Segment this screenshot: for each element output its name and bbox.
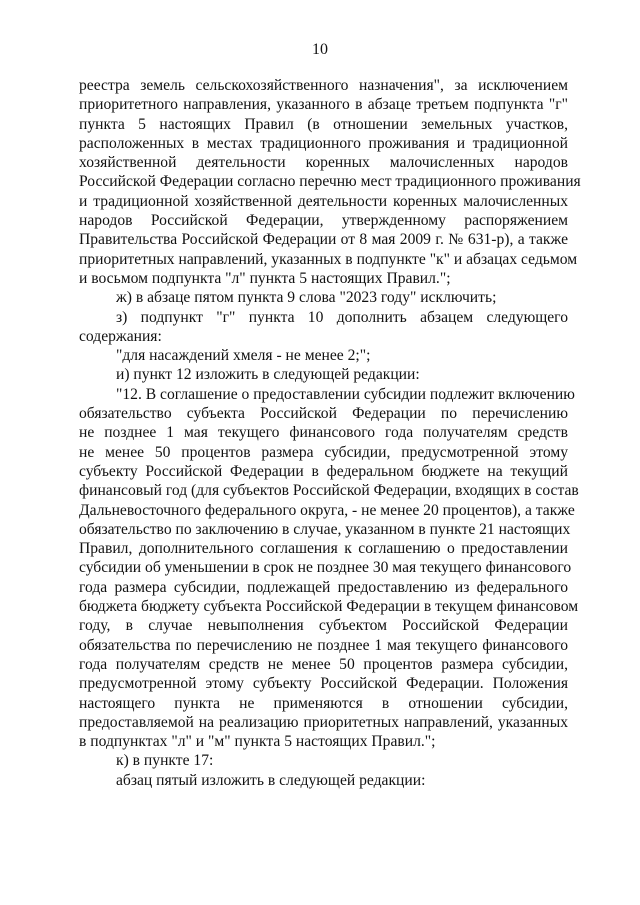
text-line: в подпунктах "л" и "м" пункта 5 настоящих Правил."; xyxy=(79,733,436,751)
text-line: обязательство по заключению в случае, указанном в пункте 21 настоящих xyxy=(79,520,571,538)
text-line: Правил, дополнительного соглашения к соглашению о предоставлении xyxy=(79,540,568,558)
text-line: предусмотренной этому субъекту Российской Федерации. Положения xyxy=(79,675,568,693)
text-line: года размера субсидии, подлежащей предоставлению из федерального xyxy=(79,578,568,596)
text-line: года получателям средств не менее 50 процентов размера субсидии, xyxy=(79,655,568,673)
text-line: бюджета бюджету субъекта Российской Федерации в текущем финансовом xyxy=(79,598,579,616)
text-line: настоящего пункта не применяются в отношении субсидии, xyxy=(79,694,568,712)
text-line: приоритетных направлений, указанных в подпункте "к" и абзацах седьмом xyxy=(79,250,578,268)
text-line: субъекту Российской Федерации в федеральном бюджете на текущий xyxy=(79,462,568,480)
text-line: "12. В соглашение о предоставлении субсидии подлежит включению xyxy=(116,385,575,403)
text-line: обязательства по перечислению не позднее 1 мая текущего финансового xyxy=(79,636,568,654)
text-line: субсидии об уменьшении в срок не позднее 30 мая текущего финансового xyxy=(79,559,572,577)
text-line: "для насаждений хмеля - не менее 2;"; xyxy=(116,347,371,365)
text-line: ж) в абзаце пятом пункта 9 слова "2023 году" исключить; xyxy=(116,289,497,307)
page-number: 10 xyxy=(312,41,328,58)
text-line: Российской Федерации согласно перечню мест традиционного проживания xyxy=(79,173,581,191)
text-line: реестра земель сельскохозяйственного назначения", за исключением xyxy=(79,77,568,94)
text-line: к) в пункте 17: xyxy=(116,752,214,770)
text-line: обязательство субъекта Российской Федерации по перечислению xyxy=(79,405,568,423)
text-line: и) пункт 12 изложить в следующей редакции: xyxy=(116,366,420,384)
text-line: году, в случае невыполнения субъектом Российской Федерации xyxy=(79,617,568,635)
text-line: финансовый год (для субъектов Российской Федерации, входящих в состав xyxy=(79,482,579,500)
text-line: и традиционной хозяйственной деятельности коренных малочисленных xyxy=(79,192,568,210)
text-line: пункта 5 настоящих Правил (в отношении земельных участков, xyxy=(79,115,568,133)
text-line: расположенных в местах традиционного проживания и традиционной xyxy=(79,134,568,152)
text-line: Правительства Российской Федерации от 8 мая 2009 г. № 631-р), а также xyxy=(79,231,568,249)
text-line: абзац пятый изложить в следующей редакции: xyxy=(116,771,426,789)
text-line: не менее 50 процентов размера субсидии, предусмотренной этому xyxy=(79,443,568,461)
text-line: содержания: xyxy=(79,327,162,345)
text-line: народов Российской Федерации, утвержденному распоряжением xyxy=(79,212,568,230)
text-line: предоставляемой на реализацию приоритетных направлений, указанных xyxy=(79,713,568,731)
text-line: хозяйственной деятельности коренных малочисленных народов xyxy=(79,154,568,172)
text-line: Дальневосточного федерального округа, - не менее 20 процентов), а также xyxy=(79,501,575,519)
document-body xyxy=(79,76,581,790)
text-line: не позднее 1 мая текущего финансового года получателям средств xyxy=(79,424,568,442)
text-line: з) подпункт "г" пункта 10 дополнить абзацем следующего xyxy=(116,308,568,326)
text-line: и восьмом подпункта "л" пункта 5 настоящих Правил."; xyxy=(79,269,451,287)
text-line: приоритетного направления, указанного в абзаце третьем подпункта "г" xyxy=(79,96,568,114)
